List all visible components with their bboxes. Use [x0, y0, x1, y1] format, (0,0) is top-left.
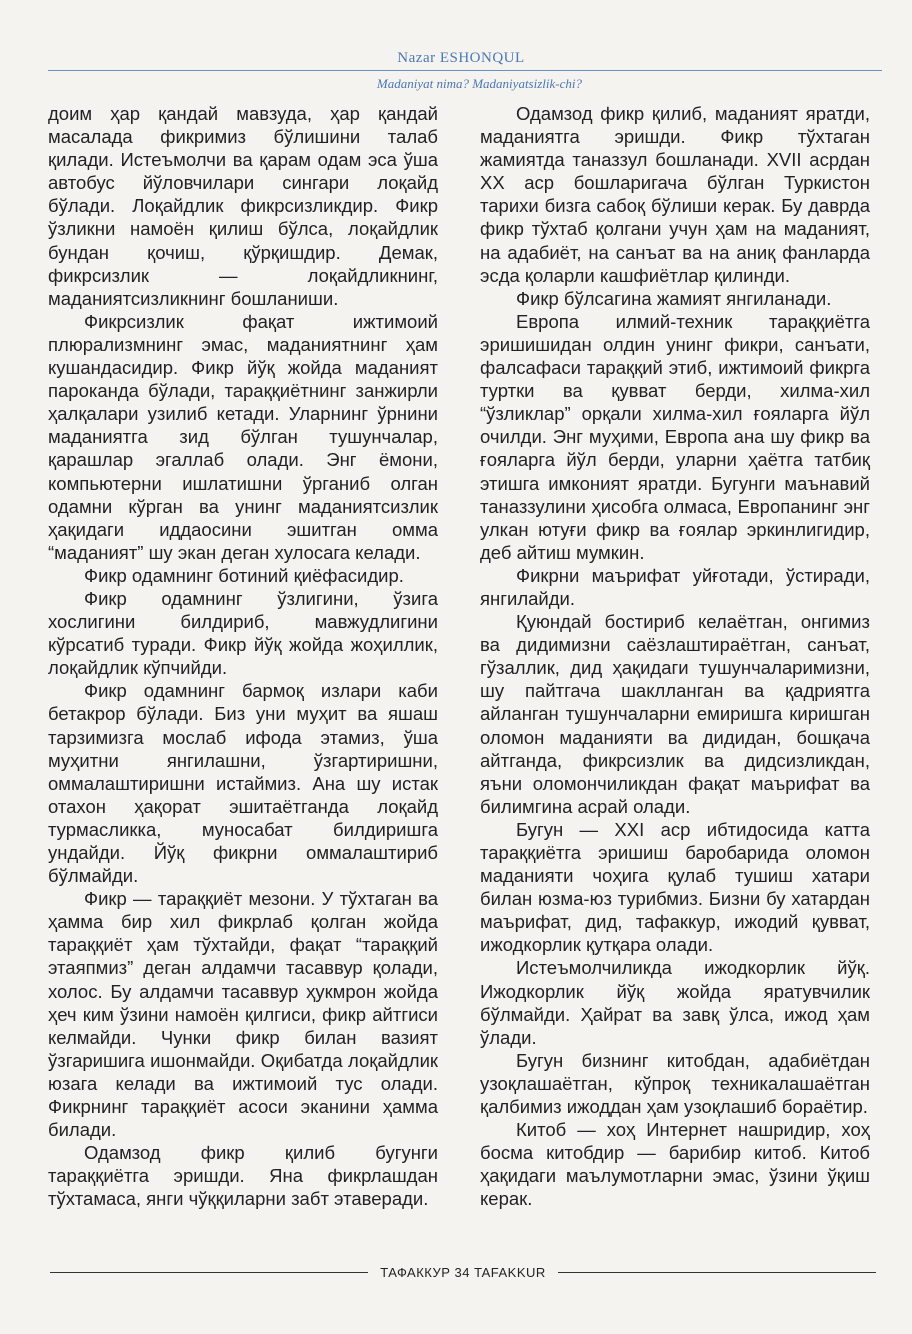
paragraph: Фикр одамнинг ўзлигини, ўзига хослигини билдириб, мавжудлигини кўрсатиб туради. Фикр йўқ жойда жоҳиллик, лоқайдлик кўпчийди. — [48, 587, 438, 679]
header-rule — [48, 70, 882, 71]
paragraph: Фикр одамнинг ботиний қиёфасидир. — [84, 564, 404, 586]
paragraph: Истеъмолчиликда ижодкорлик йўқ. Ижодкорлик йўқ жойда яратувчилик бўлмайди. Ҳайрат ва завқ ўлса, ижод ҳам ўлади. — [480, 957, 870, 1048]
article-subtitle: Madaniyat nima? Madaniyatsizlik-chi? — [376, 76, 582, 91]
paragraph: Фикр бўлсагина жамият янгиланади. — [516, 287, 832, 309]
paragraph: Фикрсизлик фақат ижтимоий плюрализмнинг эмас, маданиятнинг ҳам кушандасидир. Фикр йўқ жойда маданият пароканда бўлади, тараққиётнинг занжирли ҳалқалари узилиб кетади. Уларнинг ўрнини маданиятга зид бўлган тушунчалар, қарашлар эгаллаб олади. Энг ёмони, компьютерни ишлатишни ўрганиб олган одамни кўрган ва унинг маданиятсизлик ҳақидаги иддаосини эшитган омма “маданият” шу экан деган хулосага келади. — [48, 310, 438, 563]
paragraph: Одамзод фикр қилиб бугунги тараққиётга эришди. Яна фикрлашдан тўхтамаса, янги чўққиларни забт этаверади. — [48, 1142, 438, 1210]
running-header — [40, 50, 882, 98]
left-column — [48, 102, 438, 1211]
paragraph: Фикрни маърифат уйғотади, ўстиради, янгилайди. — [480, 564, 870, 609]
paragraph: Қуюндай бостириб келаётган, онгимиз ва дидимизни саёзлаштираётган, санъат, гўзаллик, дид ҳақидаги тушунчаларимизни, шу пайтгача шаклланган ва қадриятга айланган тушунчаларни емиришга киришган оломон маданияти ва дидидан, бошқача айтганда, фикрсизлик ва дидсизликдан, яъни оломончиликдан фақат маърифат ва билимгина асрай олади. — [480, 611, 870, 817]
paragraph: Китоб — хоҳ Интернет нашридир, хоҳ босма китобдир — барибир китоб. Китоб ҳақидаги маълумотларни эмас, ўзини ўқиш керак. — [480, 1119, 870, 1210]
paragraph: Фикр одамнинг бармоқ излари каби бетакрор бўлади. Биз уни муҳит ва яшаш тарзимизга мослаб ифода этамиз, ўша муҳитни янгилашни, ўзгартиришни, оммалаштиришни истаймиз. Ана шу истак отахон ҳақорат эшитаётганда лоқайд турмасликка, муносабат билдиришга ундайди. Йўқ фикрни оммалаштириб бўлмайди. — [48, 680, 438, 887]
footer-page-label: ТАФАККУР 34 TAFAKKUR — [380, 1264, 546, 1280]
paragraph: доим ҳар қандай мавзуда, ҳар қандай масалада фикримиз бўлишини талаб қилади. Истеъмолчи ва қарам одам эса ўша автобус йўловчилари сингари лоқайд бўлади. Лоқайдлик фикрсизликдир. Фикр ўзликни намоён қилиш бўлса, лоқайдлик бундан қочиш, қўрқишдир. Демак, фикрсизлик — лоқайдликнинг, маданиятсизликнинг бошланиши. — [48, 103, 438, 309]
footer-rule-left — [50, 1272, 368, 1273]
paragraph: Фикр — тараққиёт мезони. У тўхтаган ва ҳамма бир хил фикрлаб қолган жойда тараққиёт ҳам тўхтайди, фақат “тараққий этаяпмиз” деган алдамчи тасаввур қолади, холос. Бу алдамчи тасаввур ҳукмрон жойда ҳеч ким ўзини намоён қилгиси, фикр айтгиси келмайди. Чунки фикр билан вазият ўзгаришига ишонмайди. Оқибатда лоқайдлик юзага келади ва ижтимоий тус олади. Фикрнинг тараққиёт асоси эканини ҳамма билади. — [48, 888, 438, 1141]
paragraph: Бугун — XXI аср ибтидосида катта тараққиётга эришиш баробарида оломон маданияти чоҳига қулаб тушиш хатари билан юзма-юз турибмиз. Бизни бу хатардан маърифат, дид, тафаккур, ижодий қувват, ижодкорлик қутқара олади. — [480, 818, 870, 956]
paragraph: Европа илмий-техник тараққиётга эришишидан олдин унинг фикри, санъати, фалсафаси тараққий этиб, ижтимоий фикрга туртки ва қувват берди, хилма-хил “ўзликлар” орқали хилма-хил ғояларга йўл очилди. Энг муҳими, Европа ана шу фикр ва ғояларга йўл берди, уларни ҳаётга татбиқ этишга имконият яратди. Бугунги маънавий таназзулини ҳисобга олмаса, Европанинг энг улкан ютуғи фикр ва ғоялар эркинлигидир, деб айтиш мумкин. — [480, 310, 870, 563]
footer-rule-right — [558, 1272, 876, 1273]
page-footer — [50, 1262, 876, 1282]
paragraph: Одамзод фикр қилиб, маданият яратди, маданиятга эришди. Фикр тўхтаган жамиятда таназзул бошланади. XVII асрдан XX аср бошларигача бўлган Туркистон тарихи бизга сабоқ бўлиши керак. Бу даврда фикр тўхтаб қолгани учун ҳам на маданият, на адабиёт, на санъат ва на аниқ фанларда эсда қоларли кашфиётлар қилинди. — [480, 103, 870, 286]
paragraph: Бугун бизнинг китобдан, адабиётдан узоқлашаётган, кўпроқ техникалашаётган қалбимиз ижоддан ҳам узоқлашиб бораётир. — [480, 1049, 870, 1118]
right-column — [480, 102, 870, 1211]
author-name: Nazar ESHONQUL — [397, 50, 525, 66]
